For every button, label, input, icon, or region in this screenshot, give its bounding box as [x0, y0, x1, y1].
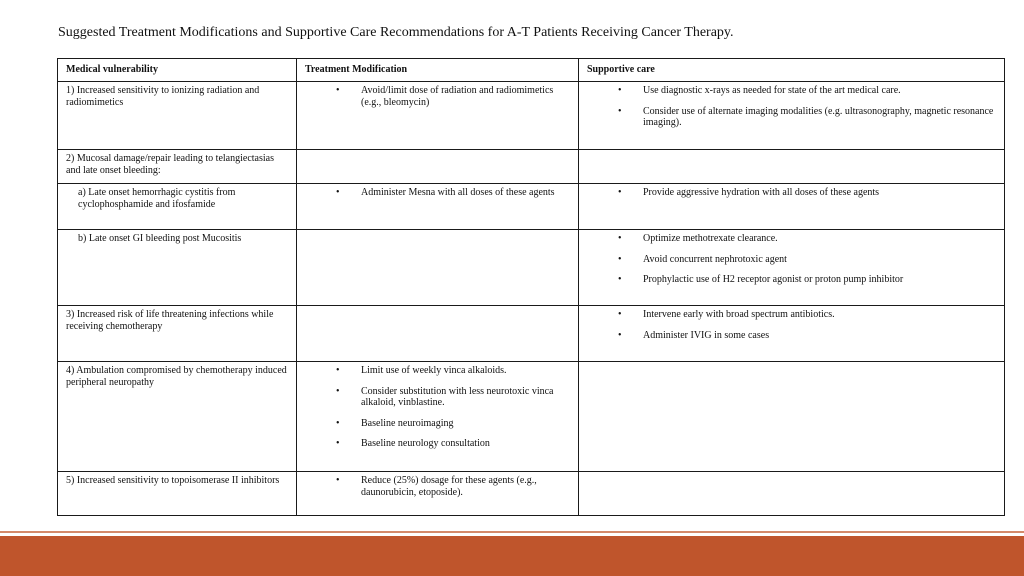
treatment-cell [297, 362, 579, 472]
list-item: • Baseline neuroimaging [336, 417, 454, 429]
footer-accent-bar [0, 536, 1024, 576]
care-cell [579, 472, 1005, 516]
bullet-icon: • [618, 253, 622, 265]
treatment-list [305, 187, 572, 199]
list-item: • Optimize methotrexate clearance. [618, 233, 778, 244]
care-cell [579, 362, 1005, 472]
vulnerability-cell: 5) Increased sensitivity to topoisomerase II inhibitors [58, 472, 297, 516]
bullet-icon: • [336, 475, 340, 486]
list-item: • Consider use of alternate imaging modalities (e.g. ultrasonography, magnetic resonance imaging). [618, 105, 994, 128]
table-row [58, 82, 1005, 150]
document-title: Suggested Treatment Modifications and Supportive Care Recommendations for A-T Patients Receiving Cancer Therapy. [58, 25, 734, 40]
treatment-list [305, 475, 572, 498]
table-row [58, 472, 1005, 516]
bullet-icon: • [618, 187, 622, 198]
vulnerability-cell: 1) Increased sensitivity to ionizing radiation and radiomimetics [58, 82, 297, 150]
care-cell [579, 150, 1005, 184]
header-medical-vulnerability: Medical vulnerability [58, 59, 297, 82]
bullet-icon: • [336, 438, 340, 449]
recommendations-table [57, 58, 1005, 516]
vulnerability-cell: 2) Mucosal damage/repair leading to telangiectasias and late onset bleeding: [58, 150, 297, 184]
bullet-icon: • [336, 365, 340, 376]
header-treatment-modification: Treatment Modification [297, 59, 579, 82]
table-row [58, 184, 1005, 230]
treatment-cell [297, 230, 579, 306]
treatment-list [305, 85, 572, 108]
treatment-list [305, 365, 572, 450]
bullet-icon: • [618, 233, 622, 244]
care-cell [579, 82, 1005, 150]
list-item: • Limit use of weekly vinca alkaloids. [336, 365, 507, 376]
treatment-cell [297, 184, 579, 230]
care-list [587, 309, 998, 341]
bullet-icon: • [336, 417, 340, 429]
list-item: • Baseline neurology consultation [336, 438, 490, 449]
list-item: • Administer Mesna with all doses of these agents [336, 187, 555, 198]
bullet-icon: • [618, 329, 622, 341]
care-cell [579, 184, 1005, 230]
list-item: • Prophylactic use of H2 receptor agonist or proton pump inhibitor [618, 274, 904, 285]
table-row [58, 306, 1005, 362]
bullet-icon: • [336, 187, 340, 198]
list-item: • Avoid/limit dose of radiation and radiomimetics (e.g., bleomycin) [336, 85, 554, 108]
bullet-icon: • [618, 274, 622, 285]
bullet-icon: • [336, 385, 340, 397]
bullet-icon: • [618, 85, 622, 96]
list-item: • Reduce (25%) dosage for these agents (e.g., daunorubicin, etoposide). [336, 475, 537, 498]
list-item: • Consider substitution with less neurotoxic vinca alkaloid, vinblastine. [336, 385, 554, 408]
list-item: • Avoid concurrent nephrotoxic agent [618, 253, 787, 265]
bullet-icon: • [618, 105, 622, 117]
bullet-icon: • [618, 309, 622, 320]
treatment-cell [297, 472, 579, 516]
treatment-cell [297, 306, 579, 362]
care-list [587, 233, 998, 286]
table-row [58, 150, 1005, 184]
care-cell [579, 306, 1005, 362]
treatment-cell [297, 82, 579, 150]
treatment-cell [297, 150, 579, 184]
vulnerability-cell: 3) Increased risk of life threatening infections while receiving chemotherapy [58, 306, 297, 362]
table-header-row [58, 59, 1005, 82]
header-supportive-care: Supportive care [579, 59, 1005, 82]
vulnerability-cell: a) Late onset hemorrhagic cystitis from cyclophosphamide and ifosfamide [58, 184, 297, 230]
table-row [58, 230, 1005, 306]
list-item: • Use diagnostic x-rays as needed for state of the art medical care. [618, 85, 901, 96]
care-list [587, 85, 998, 129]
care-list [587, 187, 998, 199]
list-item: • Intervene early with broad spectrum antibiotics. [618, 309, 835, 320]
list-item: • Provide aggressive hydration with all doses of these agents [618, 187, 880, 198]
vulnerability-cell: 4) Ambulation compromised by chemotherapy induced peripheral neuropathy [58, 362, 297, 472]
list-item: • Administer IVIG in some cases [618, 329, 770, 341]
table-row [58, 362, 1005, 472]
bullet-icon: • [336, 85, 340, 96]
vulnerability-cell: b) Late onset GI bleeding post Mucositis [58, 230, 297, 306]
footer-accent-line [0, 531, 1024, 533]
care-cell [579, 230, 1005, 306]
